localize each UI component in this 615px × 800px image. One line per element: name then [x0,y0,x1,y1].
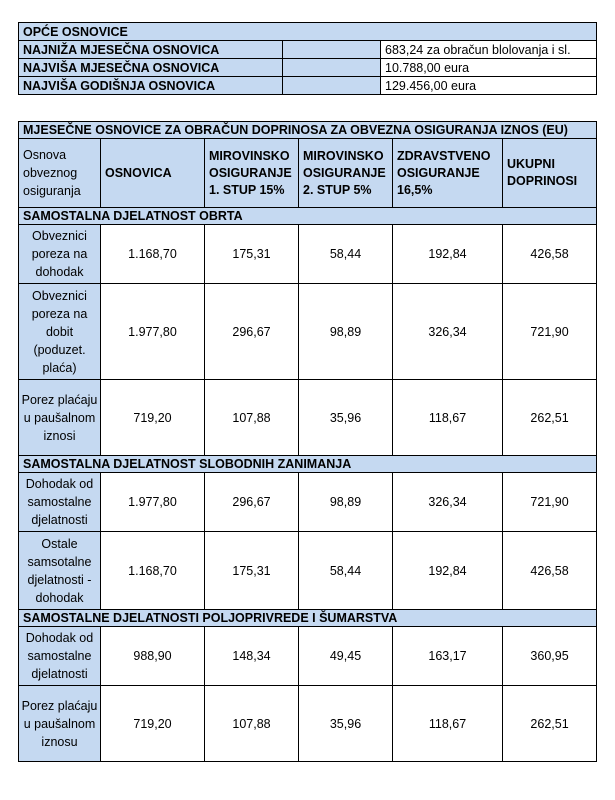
value-cell: 1.977,80 [101,284,205,380]
value-cell: 721,90 [503,284,597,380]
row-label: NAJVIŠA MJESEČNA OSNOVICA [19,59,283,77]
value-cell: 721,90 [503,473,597,532]
value-cell: 426,58 [503,532,597,610]
value-cell: 98,89 [299,473,393,532]
section-title: SAMOSTALNE DJELATNOSTI POLJOPRIVREDE I ŠUMARSTVA [19,610,597,627]
value-cell: 175,31 [205,225,299,284]
blank-cell [283,41,381,59]
table-row [19,41,597,59]
row-value: 129.456,00 eura [381,77,597,95]
value-cell: 118,67 [393,380,503,456]
column-header: MIROVINSKO OSIGURANJE 1. STUP 15% [205,139,299,208]
value-cell: 326,34 [393,473,503,532]
value-cell: 35,96 [299,686,393,762]
value-cell: 118,67 [393,686,503,762]
contributions-table [18,121,597,762]
row-label: Dohodak od samostalne djelatnosti [19,473,101,532]
column-header: MIROVINSKO OSIGURANJE 2. STUP 5% [299,139,393,208]
row-label: Dohodak od samostalne djelatnosti [19,627,101,686]
table-row [19,284,597,380]
table-row [19,627,597,686]
value-cell: 719,20 [101,380,205,456]
column-header: UKUPNI DOPRINOSI [503,139,597,208]
value-cell: 107,88 [205,380,299,456]
value-cell: 58,44 [299,532,393,610]
value-cell: 262,51 [503,380,597,456]
row-label: NAJNIŽA MJESEČNA OSNOVICA [19,41,283,59]
table-row [19,532,597,610]
row-label: Ostale samsotalne djelatnosti - dohodak [19,532,101,610]
value-cell: 98,89 [299,284,393,380]
row-value: 10.788,00 eura [381,59,597,77]
table-row [19,77,597,95]
blank-cell [283,59,381,77]
table-row [19,380,597,456]
column-header: Osnova obveznog osiguranja [19,139,101,208]
value-cell: 49,45 [299,627,393,686]
value-cell: 1.168,70 [101,225,205,284]
column-header: ZDRAVSTVENO OSIGURANJE 16,5% [393,139,503,208]
row-label: Obveznici poreza na dobit (poduzet. plaća) [19,284,101,380]
value-cell: 35,96 [299,380,393,456]
value-cell: 175,31 [205,532,299,610]
table-row [19,225,597,284]
section-title: SAMOSTALNA DJELATNOST SLOBODNIH ZANIMANJA [19,456,597,473]
value-cell: 988,90 [101,627,205,686]
row-label: NAJVIŠA GODIŠNJA OSNOVICA [19,77,283,95]
section-title: SAMOSTALNA DJELATNOST OBRTA [19,208,597,225]
contributions-title: MJESEČNE OSNOVICE ZA OBRAČUN DOPRINOSA ZA OBVEZNA OSIGURANJA IZNOS (EU) [19,122,597,139]
row-label: Obveznici poreza na dohodak [19,225,101,284]
value-cell: 163,17 [393,627,503,686]
value-cell: 1.168,70 [101,532,205,610]
row-value: 683,24 za obračun blolovanja i sl. [381,41,597,59]
value-cell: 192,84 [393,532,503,610]
value-cell: 58,44 [299,225,393,284]
general-bases-table [18,22,597,95]
value-cell: 326,34 [393,284,503,380]
value-cell: 192,84 [393,225,503,284]
table-row [19,473,597,532]
value-cell: 360,95 [503,627,597,686]
table-row [19,686,597,762]
table-row [19,59,597,77]
value-cell: 426,58 [503,225,597,284]
blank-cell [283,77,381,95]
value-cell: 1.977,80 [101,473,205,532]
value-cell: 262,51 [503,686,597,762]
value-cell: 148,34 [205,627,299,686]
row-label: Porez plaćaju u paušalnom iznosu [19,686,101,762]
general-bases-title: OPĆE OSNOVICE [19,23,597,41]
row-label: Porez plaćaju u paušalnom iznosi [19,380,101,456]
value-cell: 719,20 [101,686,205,762]
column-header: OSNOVICA [101,139,205,208]
value-cell: 296,67 [205,473,299,532]
value-cell: 107,88 [205,686,299,762]
value-cell: 296,67 [205,284,299,380]
